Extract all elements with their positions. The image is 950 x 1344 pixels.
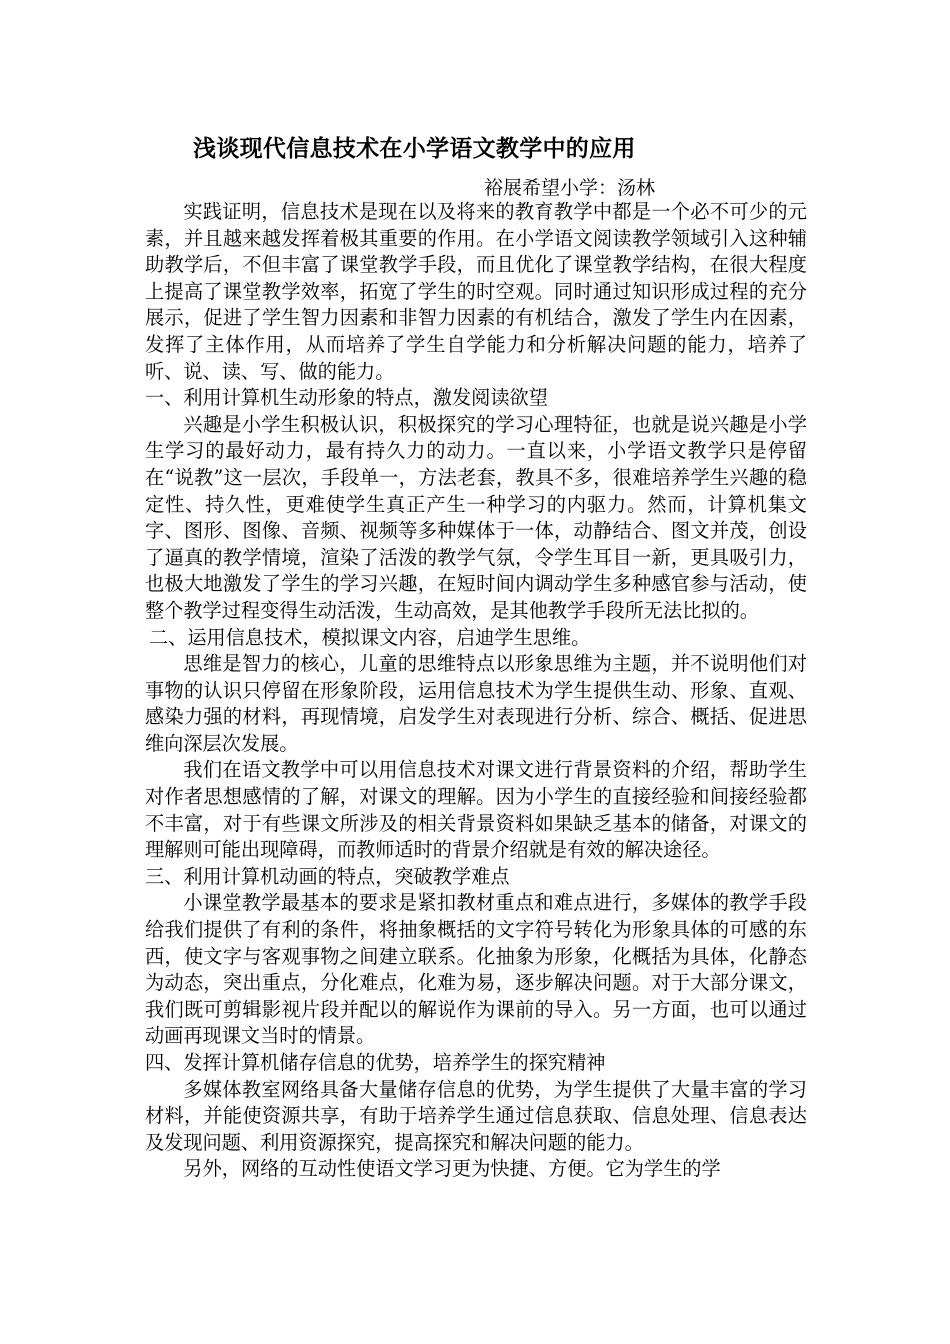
section-2-paragraph-1: 思维是智力的核心，儿童的思维特点以形象思维为主题，并不说明他们对事物的认识只停留在形象阶段，运用信息技术为学生提供生动、形象、直观、感染力强的材料，再现情境，启发学生对表现进行分析、综合、概括、促进思维向深层次发展。: [145, 652, 807, 755]
document-title: 浅谈现代信息技术在小学语文教学中的应用: [193, 135, 636, 162]
section-4-heading: 四、发挥计算机储存信息的优势，培养学生的探究精神: [145, 1051, 606, 1074]
document-body: [145, 199, 807, 1183]
section-3-heading: 三、利用计算机动画的特点，突破教学难点: [145, 864, 510, 888]
section-1-paragraph-1: 兴趣是小学生积极认识，积极探究的学习心理特征，也就是说兴趣是小学生学习的最好动力，最有持久力的动力。一直以来，小学语文教学只是停留在“说教”这一层次，手段单一，方法老套，教具不多，很难培养学生兴趣的稳定性、持久性，更难使学生真正产生一种学习的内驱力。然而，计算机集文字、图形、图像、音频、视频等多种媒体于一体，动静结合、图文并茂，创设了逼真的教学情境，渲染了活泼的教学气氛，令学生耳目一新，更具吸引力，也极大地激发了学生的学习兴趣，在短时间内调动学生多种感官参与活动，使整个教学过程变得生动活泼，生动高效，是其他教学手段所无法比拟的。: [145, 412, 807, 622]
author-line: 裕展希望小学：汤林: [484, 177, 656, 199]
section-2-heading: 二、运用信息技术，模拟课文内容，启迪学生思维。: [149, 625, 591, 649]
section-3-paragraph-1: 小课堂教学最基本的要求是紧扣教材重点和难点进行，多媒体的教学手段给我们提供了有利的条件，将抽象概括的文字符号转化为形象具体的可感的东西，使文字与客观事物之间建立联系。化抽象为形象，化概括为具体，化静态为动态，突出重点，分化难点，化难为易，逐步解决问题。对于大部分课文，我们既可剪辑影视片段并配以的解说作为课前的导入。另一方面，也可以通过动画再现课文当时的情景。: [145, 891, 807, 1048]
intro-paragraph: 实践证明，信息技术是现在以及将来的教育教学中都是一个必不可少的元素，并且越来越发挥着极其重要的作用。在小学语文阅读教学领域引入这种辅助教学后，不但丰富了课堂教学手段，而且优化了课堂教学结构，在很大程度上提高了课堂教学效率，拓宽了学生的时空观。同时通过知识形成过程的充分展示，促进了学生智力因素和非智力因素的有机结合，激发了学生内在因素，发挥了主体作用，从而培养了学生自学能力和分析解决问题的能力，培养了听、说、读、写、做的能力。: [145, 200, 807, 383]
section-4-paragraph-1: 多媒体教室网络具备大量储存信息的优势，为学生提供了大量丰富的学习材料，并能使资源共享，有助于培养学生通过信息获取、信息处理、信息表达及发现问题、利用资源探究，提高探究和解决问题的能力。: [145, 1077, 807, 1154]
section-2-paragraph-2: 我们在语文教学中可以用信息技术对课文进行背景资料的介绍，帮助学生对作者思想感情的了解，对课文的理解。因为小学生的直接经验和间接经验都不丰富，对于有些课文所涉及的相关背景资料如果缺乏基本的储备，对课文的理解则可能出现障碍，而教师适时的背景介绍就是有效的解决途径。: [145, 758, 807, 862]
section-1-heading: 一、利用计算机生动形象的特点，激发阅读欲望: [145, 386, 548, 410]
section-4-paragraph-2: 另外，网络的互动性使语文学习更为快捷、方便。它为学生的学: [183, 1157, 721, 1181]
